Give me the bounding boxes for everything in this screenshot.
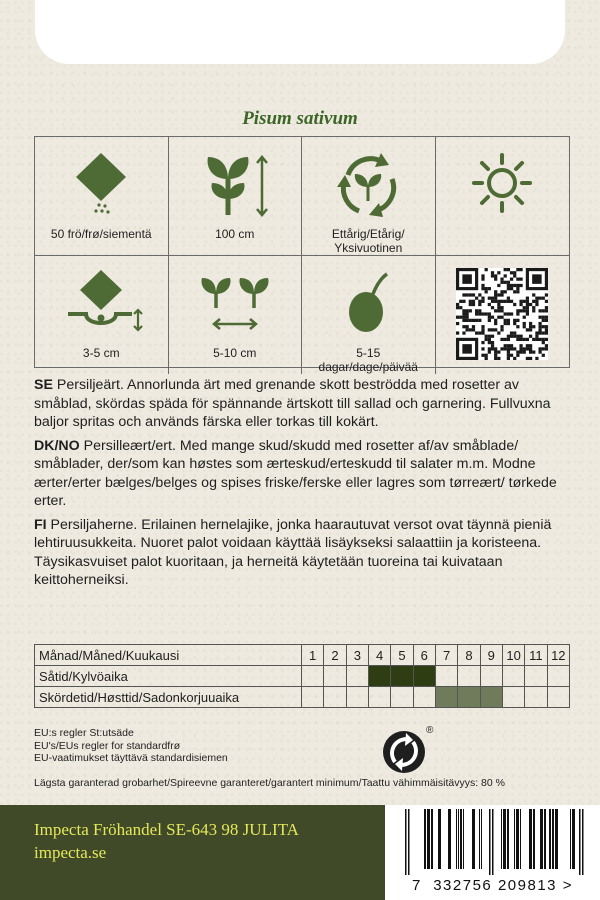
calendar-row-label: Såtid/Kylvöaika [35, 666, 302, 687]
info-cell-seed-count [35, 137, 169, 256]
sun-icon [457, 149, 547, 221]
seed-count-label: 50 frö/frø/siementä [50, 227, 152, 241]
regulations [34, 727, 228, 765]
germination-guarantee: Lägsta garanterad grobarhet/Spireevne garanteret/garantert minimum/Taattu vähimmäisitävyys: 80 % [34, 777, 505, 789]
lifecycle-label: Ettårig/Etårig/ Yksivuotinen [331, 227, 405, 255]
company-website[interactable]: impecta.se [34, 843, 107, 862]
info-cell-plant-height [169, 137, 303, 256]
calendar-cell [324, 687, 346, 708]
description-se-text: Persiljeärt. Annorlunda ärt med grenande skott beströdda med rosetter av småblad, skördas späda för spännande ärtskott till sallad och garnering. Fullvuxna baljor spritas och används färska eller torkas till kokärt. [34, 377, 551, 430]
calendar-row-label: Skördetid/Høsttid/Sadonkorjuuaika [35, 687, 302, 708]
registered-mark: ® [426, 725, 434, 736]
regulation-line-se: EU:s regler St:utsäde [34, 727, 134, 739]
description-fi-text: Persiljaherne. Erilainen hernelajike, jonka haarautuvat versot ovat täynnä pieniä lehtiruusukkeita. Nuoret palot voidaan käyttää lisäykseksi salaattiin ja koristeena. Täysikasvuiset palot kuoritaan, ja herneitä käytetään tuoreina tai kuivataan keittoherneiksi. [34, 516, 552, 588]
description-fi [34, 516, 570, 590]
calendar-row-sowing [35, 666, 570, 687]
info-cell-qr [436, 256, 570, 374]
calendar-cell-active [413, 666, 435, 687]
month-header: 1 [301, 645, 323, 666]
barcode-first-digit: 7 [412, 877, 422, 894]
info-cell-lifecycle [302, 137, 436, 256]
description [34, 376, 570, 595]
barcode [385, 805, 600, 900]
calendar-cell-active [435, 687, 457, 708]
info-cell-sun [436, 137, 570, 256]
month-header: 10 [502, 645, 524, 666]
plant-spacing-icon [190, 268, 280, 340]
month-header: 12 [547, 645, 569, 666]
info-grid [34, 136, 570, 374]
month-header: 6 [413, 645, 435, 666]
calendar-header-label: Månad/Måned/Kuukausi [35, 645, 302, 666]
month-header: 7 [435, 645, 457, 666]
calendar-cell-active [391, 666, 413, 687]
month-header: 5 [391, 645, 413, 666]
info-cell-sowing-depth [35, 256, 169, 374]
germination-label: 5-15 dagar/dage/päivää [318, 346, 418, 374]
calendar-cell-active [368, 666, 390, 687]
description-dkno [34, 437, 570, 511]
regulation-line-fi: EU-vaatimukset täyttävä standardisiemen [34, 752, 228, 764]
calendar-cell [413, 687, 435, 708]
company-address: Impecta Fröhandel SE-643 98 JULITA [34, 820, 299, 839]
calendar-cell-active [458, 687, 480, 708]
plant-height-icon [190, 149, 280, 221]
info-cell-germination [302, 256, 436, 374]
description-se [34, 376, 570, 432]
calendar-cell [391, 687, 413, 708]
calendar-cell [368, 687, 390, 708]
calendar-row-harvest [35, 687, 570, 708]
sowing-calendar [34, 644, 570, 708]
description-dkno-text: Persilleært/ert. Med mange skud/skudd med rosetter af/av småblade/ småblader, der/som kan høstes som ærteskud/erteskudd til salater m.m. Modne ærter/erter bælges/belges og spises friske/ferske eller lagres som tørreært/ tørkede erter. [34, 437, 557, 509]
calendar-cell [480, 666, 502, 687]
calendar-cell [502, 687, 524, 708]
plant-height-label: 100 cm [215, 227, 255, 241]
calendar-cell [547, 687, 569, 708]
month-header: 11 [525, 645, 547, 666]
calendar-cell [435, 666, 457, 687]
lang-code-fi: FI [34, 516, 47, 533]
calendar-cell [458, 666, 480, 687]
calendar-cell [346, 687, 368, 708]
annual-cycle-icon [323, 149, 413, 221]
seed-packet-icon [56, 149, 146, 221]
calendar-cell [502, 666, 524, 687]
calendar-cell [324, 666, 346, 687]
regulation-line-dkno: EU's/EUs regler for standardfrø [34, 739, 181, 752]
sowing-depth-label: 3-5 cm [82, 346, 120, 360]
species-name: Pisum sativum [242, 108, 358, 129]
month-header: 4 [368, 645, 390, 666]
month-header: 3 [346, 645, 368, 666]
calendar-cell [346, 666, 368, 687]
plant-spacing-label: 5-10 cm [213, 346, 257, 360]
barcode-group-1: 332756 [433, 877, 493, 894]
calendar-cell [547, 666, 569, 687]
sowing-depth-icon [56, 268, 146, 340]
calendar-cell [525, 687, 547, 708]
germination-seed-icon [323, 268, 413, 340]
calendar-header-row [35, 645, 570, 666]
lang-code-dkno: DK/NO [34, 437, 80, 454]
barcode-number [385, 877, 600, 894]
calendar-cell [301, 666, 323, 687]
calendar-cell-active [480, 687, 502, 708]
barcode-bars [385, 805, 600, 879]
calendar-cell [301, 687, 323, 708]
month-header: 8 [458, 645, 480, 666]
calendar-cell [525, 666, 547, 687]
month-header: 2 [324, 645, 346, 666]
lang-code-se: SE [34, 377, 53, 393]
barcode-end-mark: > [562, 877, 573, 894]
qr-code-icon[interactable] [456, 268, 548, 360]
recycle-logo-icon [380, 722, 434, 776]
packet-hanger-cutout [35, 0, 565, 64]
month-header: 9 [480, 645, 502, 666]
barcode-group-2: 209813 [497, 877, 558, 894]
info-cell-plant-spacing [169, 256, 303, 374]
